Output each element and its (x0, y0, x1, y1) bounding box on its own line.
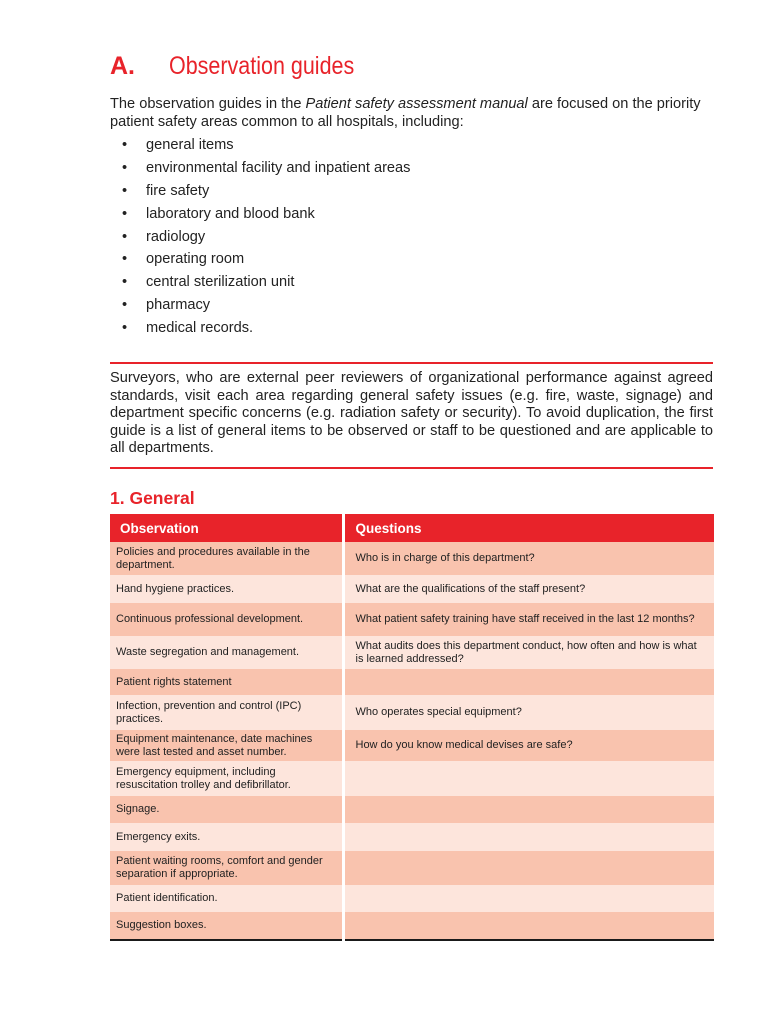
list-item: • environmental facility and inpatient areas (122, 159, 411, 176)
question-cell (343, 823, 714, 851)
question-cell (343, 669, 714, 695)
table-header-row (110, 514, 714, 542)
intro-text-after: are focused on the priority patient safety areas common to all hospitals, including: (110, 96, 701, 130)
observation-cell: Signage. (110, 796, 343, 823)
bullet-icon: • (122, 205, 128, 222)
column-header-questions: Questions (343, 514, 714, 542)
observation-cell: Infection, prevention and control (IPC) practices. (110, 695, 343, 730)
bullet-icon: • (122, 251, 128, 268)
question-cell: How do you know medical devises are safe? (343, 730, 714, 761)
question-cell: Who is in charge of this department? (343, 542, 714, 575)
table-row (110, 796, 714, 823)
column-header-observation: Observation (110, 514, 343, 542)
section-title: 1. General (110, 488, 195, 508)
observation-cell: Waste segregation and management. (110, 636, 343, 669)
intro-text-before: The observation guides in the (110, 96, 306, 112)
bullet-icon: • (122, 297, 128, 314)
bullet-icon: • (122, 159, 128, 176)
question-cell: Who operates special equipment? (343, 695, 714, 730)
table-row (110, 851, 714, 885)
observation-cell: Continuous professional development. (110, 603, 343, 636)
table-row (110, 823, 714, 851)
priority-areas-list (110, 136, 410, 342)
bullet-icon: • (122, 182, 128, 199)
table-row (110, 636, 714, 669)
table-row (110, 575, 714, 603)
observation-cell: Patient rights statement (110, 669, 343, 695)
section-heading (110, 52, 384, 81)
observation-cell: Emergency exits. (110, 823, 343, 851)
list-item: • fire safety (122, 182, 210, 199)
list-item: • radiology (122, 228, 206, 245)
bottom-divider (110, 467, 713, 469)
observation-cell: Policies and procedures available in the department. (110, 542, 343, 575)
question-cell (343, 912, 714, 940)
observation-cell: Equipment maintenance, date machines were last tested and asset number. (110, 730, 343, 761)
question-cell: What patient safety training have staff received in the last 12 months? (343, 603, 714, 636)
list-item: • operating room (122, 251, 245, 268)
observation-cell: Emergency equipment, including resuscitation trolley and defibrillator. (110, 761, 343, 796)
table-row (110, 912, 714, 940)
observation-table (110, 514, 714, 941)
list-item: • pharmacy (122, 297, 211, 314)
question-cell (343, 851, 714, 885)
table-row (110, 761, 714, 796)
bullet-icon: • (122, 274, 128, 291)
table-row (110, 669, 714, 695)
observation-cell: Patient identification. (110, 885, 343, 912)
list-item: • medical records. (122, 320, 254, 337)
table-row (110, 885, 714, 912)
observation-cell: Patient waiting rooms, comfort and gender separation if appropriate. (110, 851, 343, 885)
list-item: • laboratory and blood bank (122, 205, 315, 222)
observation-cell: Hand hygiene practices. (110, 575, 343, 603)
question-cell (343, 796, 714, 823)
list-item: • general items (122, 137, 234, 153)
list-item: • central sterilization unit (122, 274, 295, 291)
bullet-icon: • (122, 320, 128, 337)
heading-title: Observation guides (169, 52, 355, 80)
question-cell (343, 761, 714, 796)
table-row (110, 603, 714, 636)
observation-cell: Suggestion boxes. (110, 912, 343, 940)
heading-number: A. (110, 52, 135, 80)
question-cell: What are the qualifications of the staff present? (343, 575, 714, 603)
table-row (110, 730, 714, 761)
top-divider (110, 362, 713, 364)
intro-paragraph (110, 95, 713, 131)
bullet-icon: • (122, 137, 128, 153)
bullet-icon: • (122, 228, 128, 245)
surveyors-paragraph: Surveyors, who are external peer reviewers of organizational performance against agreed standards, visit each area regarding general safety issues (e.g. fire, waste, signage) and department specific concerns (e.g. radiation safety or security). To avoid duplication, the first guide is a list of general items to be observed or staff to be questioned and are applicable to all departments. (110, 370, 713, 457)
question-cell (343, 885, 714, 912)
question-cell: What audits does this department conduct, how often and how is what is learned addressed? (343, 636, 714, 669)
table-row (110, 542, 714, 575)
manual-title: Patient safety assessment manual (305, 96, 528, 112)
table-row (110, 695, 714, 730)
